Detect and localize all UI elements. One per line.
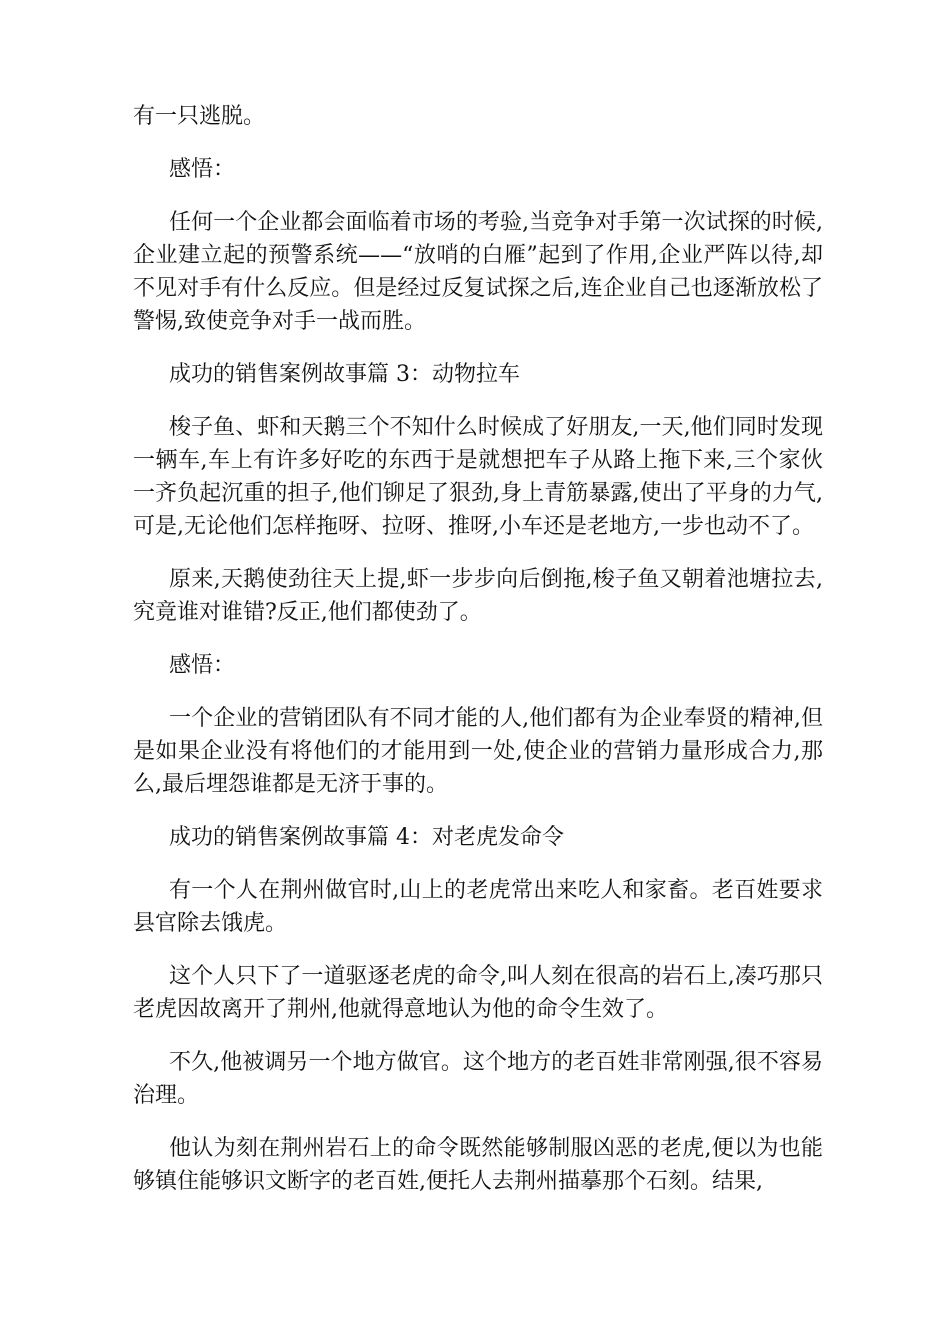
paragraph-story-4-body: 有一个人在荆州做官时,山上的老虎常出来吃人和家畜。老百姓要求县官除去饿虎。 xyxy=(133,878,823,936)
section-heading-story-4: 成功的销售案例故事篇 4：对老虎发命令 xyxy=(169,825,564,850)
paragraph-continuation: 有一只逃脱。 xyxy=(133,104,266,129)
paragraph-story-4-body: 他认为刻在荆州岩石上的命令既然能够制服凶恶的老虎,便以为也能够镇住能够识文断字的老百姓,便托人去荆州描摹那个石刻。结果, xyxy=(133,1136,823,1194)
paragraph-insight-heading: 感悟： xyxy=(169,653,236,678)
paragraph-story-4-body: 这个人只下了一道驱逐老虎的命令,叫人刻在很高的岩石上,凑巧那只老虎因故离开了荆州,他就得意地认为他的命令生效了。 xyxy=(133,964,823,1022)
document-page xyxy=(133,100,823,1218)
section-heading-story-3: 成功的销售案例故事篇 3：动物拉车 xyxy=(169,362,520,387)
paragraph-story-3-ending: 原来,天鹅使劲往天上提,虾一步步向后倒拖,梭子鱼又朝着池塘拉去,究竟谁对谁错?反正,他们都使劲了。 xyxy=(133,567,823,625)
paragraph-story-3-body: 梭子鱼、虾和天鹅三个不知什么时候成了好朋友,一天,他们同时发现一辆车,车上有许多好吃的东西于是就想把车子从路上拖下来,三个家伙一齐负起沉重的担子,他们铆足了狠劲,身上青筋暴露,使出了平身的力气,可是,无论他们怎样拖呀、拉呀、推呀,小车还是老地方,一步也动不了。 xyxy=(133,415,823,539)
paragraph-insight-body: 任何一个企业都会面临着市场的考验,当竞争对手第一次试探的时候,企业建立起的预警系统——“放哨的白雁”起到了作用,企业严阵以待,却不见对手有什么反应。但是经过反复试探之后,连企业自己也逐渐放松了警惕,致使竞争对手一战而胜。 xyxy=(133,210,823,334)
paragraph-story-4-body: 不久,他被调另一个地方做官。这个地方的老百姓非常刚强,很不容易治理。 xyxy=(133,1050,823,1108)
paragraph-insight-body: 一个企业的营销团队有不同才能的人,他们都有为企业奉贤的精神,但是如果企业没有将他们的才能用到一处,使企业的营销力量形成合力,那么,最后埋怨谁都是无济于事的。 xyxy=(133,706,823,797)
paragraph-insight-heading: 感悟： xyxy=(169,157,236,182)
